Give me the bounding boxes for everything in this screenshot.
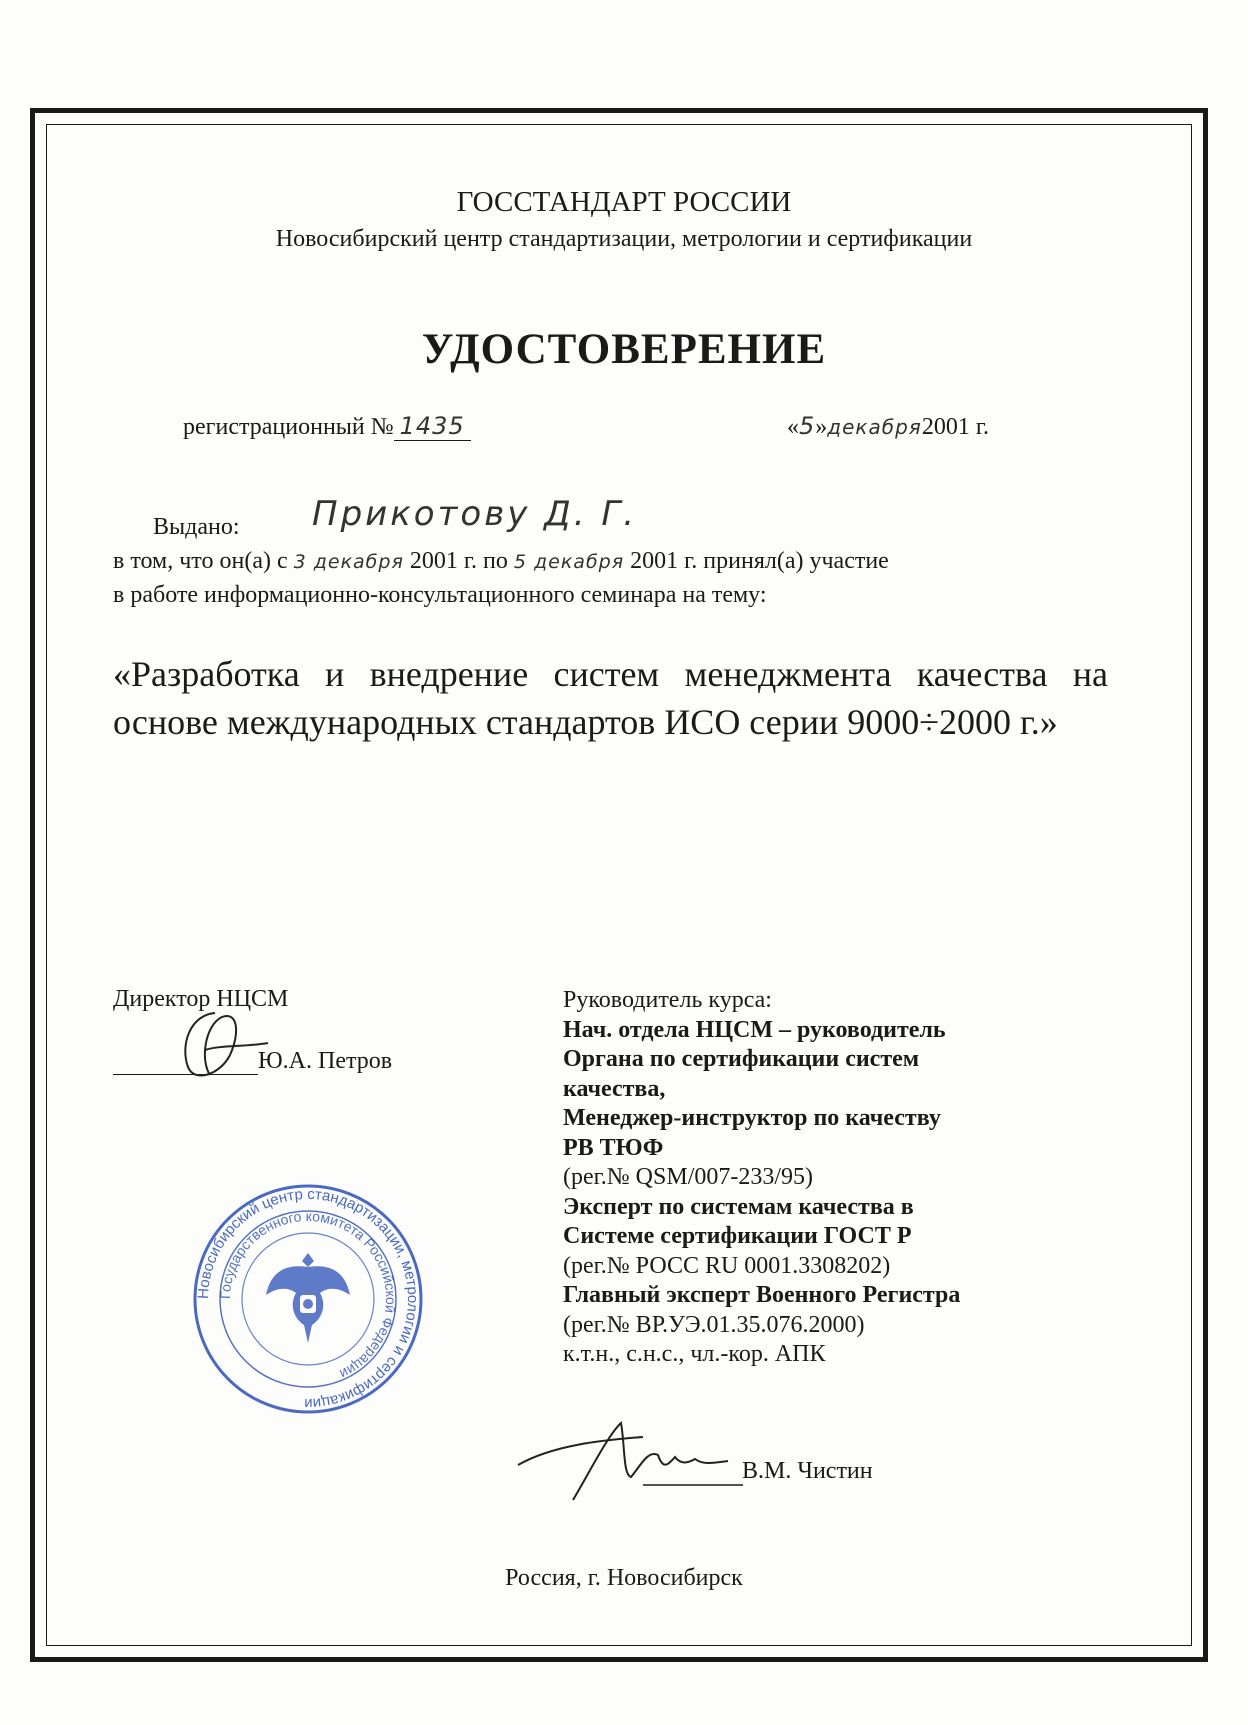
participation-start: 3 декабря	[293, 551, 404, 573]
course-lead-block	[563, 986, 960, 1370]
date-open-quote: «	[787, 414, 799, 440]
official-stamp	[192, 1183, 424, 1415]
footer-location: Россия, г. Новосибирск	[505, 1565, 743, 1591]
header-org: ГОССТАНДАРТ РОССИИ	[456, 186, 792, 218]
course-lead-line: РВ ТЮФ	[563, 1134, 664, 1161]
document-title: УДОСТОВЕРЕНИЕ	[421, 326, 827, 373]
stamp-inner-text: Государственного комитета Российской Федерации	[216, 1207, 400, 1383]
issued-label: Выдано:	[153, 514, 240, 540]
course-lead-line: (рег.№ ВР.УЭ.01.35.076.2000)	[563, 1311, 865, 1338]
course-lead-label: Руководитель курса:	[563, 987, 772, 1013]
course-lead-line: Эксперт по системам качества в	[563, 1193, 914, 1220]
course-lead-signature	[513, 1415, 743, 1505]
course-lead-line: Главный эксперт Военного Регистра	[563, 1282, 961, 1308]
course-lead-line: Органа по сертификации систем	[563, 1046, 920, 1072]
course-lead-line: к.т.н., с.н.с., чл.-кор. АПК	[563, 1341, 826, 1367]
course-lead-line: Системе сертификации ГОСТ Р	[563, 1223, 912, 1249]
course-lead-name: В.М. Чистин	[742, 1458, 873, 1484]
participation-prefix: в том, что он(а) с	[113, 548, 288, 574]
participation-line	[113, 548, 889, 575]
issued-name: Прикотову Д. Г.	[312, 494, 638, 534]
stamp-outer-text: Новосибирский центр стандартизации, метрологии и сертификации	[194, 1185, 422, 1413]
course-lead-line: Менеджер-инструктор по качеству	[563, 1105, 941, 1131]
registration-date	[787, 412, 989, 441]
course-lead-line: (рег.№ QSM/007-233/95)	[563, 1164, 814, 1190]
director-name: Ю.А. Петров	[258, 1048, 393, 1074]
participation-suffix: 2001 г. принял(а) участие	[630, 548, 889, 574]
date-day: 5	[799, 412, 816, 440]
director-title: Директор НЦСМ	[113, 986, 289, 1012]
director-signature	[160, 1005, 280, 1085]
registration-line	[183, 412, 471, 441]
seminar-topic: «Разработка и внедрение систем менеджмента качества на основе международных стандартов ИСО серии 9000÷2000 г.»	[113, 654, 1108, 742]
date-year: 2001 г.	[921, 414, 989, 440]
participation-mid: 2001 г. по	[409, 548, 508, 574]
registration-label: регистрационный №	[183, 414, 394, 440]
date-close-quote: »	[815, 414, 828, 440]
participation-line2: в работе информационно-консультационного семинара на тему:	[113, 582, 767, 608]
registration-number: 1435	[394, 412, 471, 441]
course-lead-line: Нач. отдела НЦСМ – руководитель	[563, 1016, 946, 1043]
eagle-emblem-icon	[266, 1253, 350, 1343]
course-lead-line: качества,	[563, 1075, 666, 1102]
participation-end: 5 декабря	[513, 551, 625, 573]
date-month: декабря	[827, 415, 922, 439]
course-lead-line: (рег.№ РОСС RU 0001.3308202)	[563, 1252, 891, 1279]
header-center: Новосибирский центр стандартизации, метрологии и сертификации	[275, 226, 973, 252]
